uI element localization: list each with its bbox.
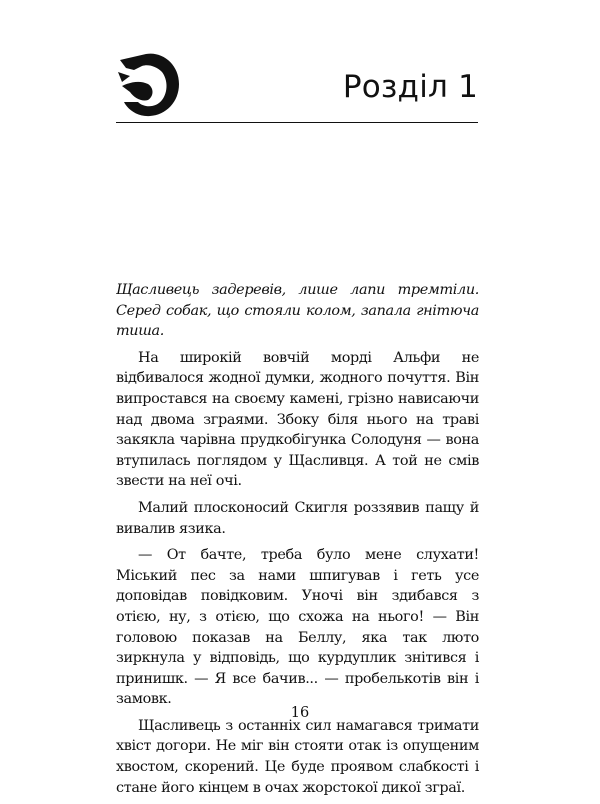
paragraph: Малий плосконосий Скигля роззявив пащу й вивалив язика. [116,499,479,537]
paragraph: На широкій вовчій морді Альфи не відбивалося жодної думки, жодного почуття. Він випростався на своєму камені, грізно нависаючи над двома зграями. Збоку біля нього на траві закякла чарівна прудкобігунка Солодуня — вона втупилась поглядом у Щасливця. А той не смів звести на неї очі. [116,349,479,490]
page-number: 16 [290,705,310,721]
epigraph: Щасливець задеревів, лише лапи тремтіли. Серед собак, що стояли колом, запала гнітюча тиша. [116,282,479,340]
chapter-title: Розділ 1 [342,69,478,105]
heading-rule [116,122,478,123]
paragraph: Щасливець з останніх сил намагався тримати хвіст догори. Не міг він стояти отак із опущеним хвостом, скорений. Це буде проявом слабкості і стане його кінцем в очах жорстокої дикої зграї. [116,717,479,796]
paragraph: — От бачте, треба було мене слухати! Міський пес за нами шпигував і геть усе доповідав повідковим. Уночі він здибався з отією, ну, з отією, що схожа на нього! — Він головою показав на Беллу, яка так люто зиркнула у відповідь, що курдуплик знітився і принишк. — Я все бачив... — пробелькотів він і замовк. [116,547,479,708]
body-text [116,280,479,804]
wolf-head-silhouette-icon [116,52,182,118]
